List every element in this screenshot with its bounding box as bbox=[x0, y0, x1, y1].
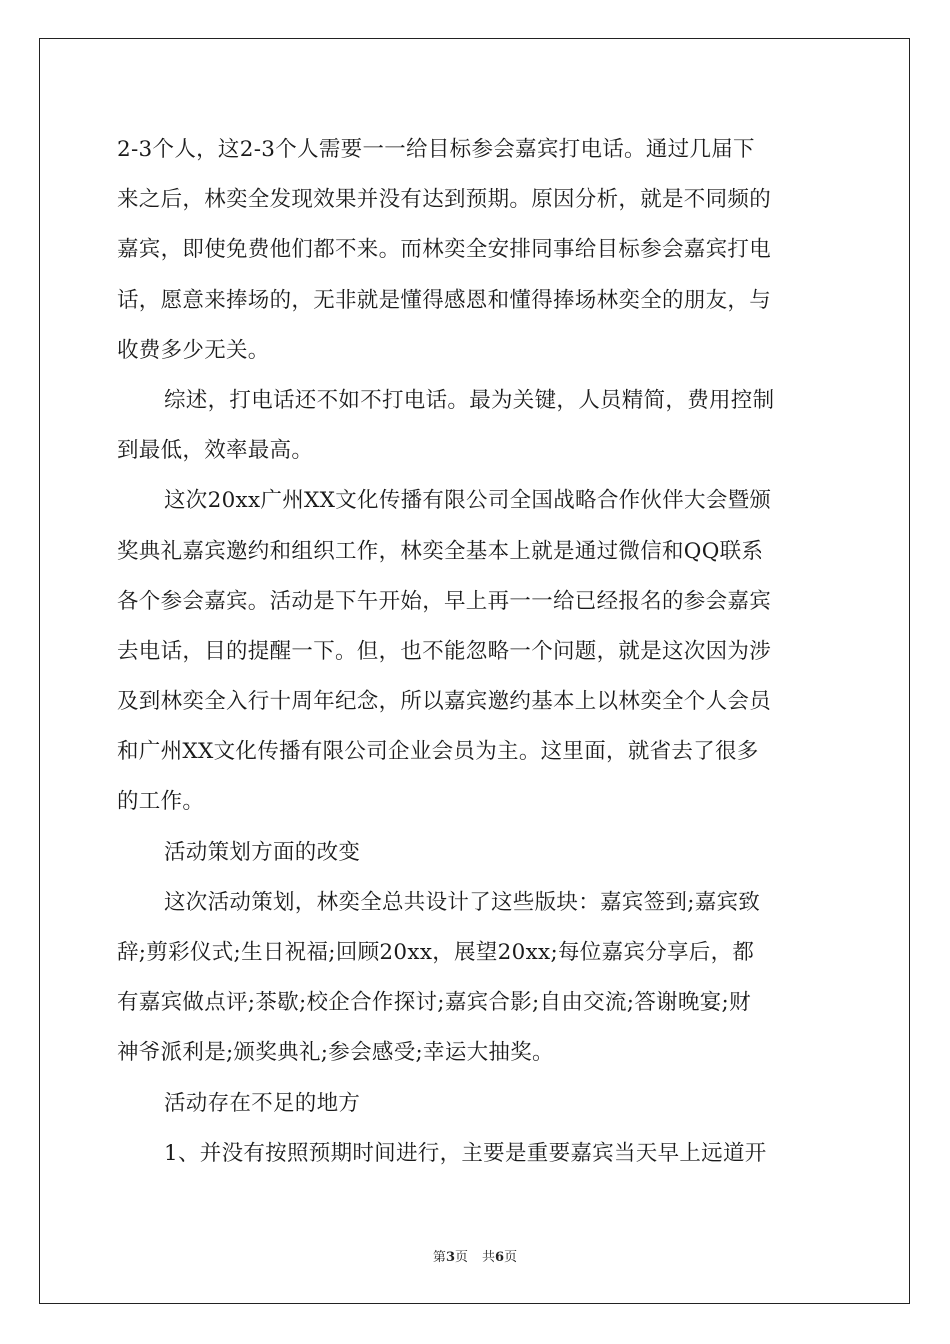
text-line: 奖典礼嘉宾邀约和组织工作，林奕全基本上就是通过微信和QQ联系 bbox=[117, 538, 764, 564]
paragraph-first-line: 综述，打电话还不如不打电话。最为关键，人员精简，费用控制 bbox=[164, 387, 775, 413]
text-line: 神爷派利是;颁奖典礼;参会感受;幸运大抽奖。 bbox=[117, 1040, 554, 1066]
text-line: 和广州XX文化传播有限公司企业会员为主。这里面，就省去了很多 bbox=[117, 739, 759, 765]
text-line: 嘉宾，即使免费他们都不来。而林奕全安排同事给目标参会嘉宾打电 bbox=[117, 237, 772, 263]
text-line: 辞;剪彩仪式;生日祝福;回顾20xx，展望20xx;每位嘉宾分享后，都 bbox=[117, 940, 755, 965]
paragraph-first-line: 1、并没有按照预期时间进行，主要是重要嘉宾当天早上远道开 bbox=[164, 1140, 767, 1166]
document-body bbox=[117, 125, 833, 1179]
text-line: 2-3个人，这2-3个人需要一一给目标参会嘉宾打电话。通过几届下 bbox=[117, 137, 755, 162]
footer-total-pages: 6 bbox=[495, 1250, 505, 1265]
footer-total-suffix: 页 bbox=[504, 1250, 518, 1265]
text-line: 话，愿意来捧场的，无非就是懂得感恩和懂得捧场林奕全的朋友，与 bbox=[117, 287, 772, 313]
text-line: 的工作。 bbox=[117, 789, 205, 815]
section-heading: 活动存在不足的地方 bbox=[164, 1090, 361, 1116]
page-footer bbox=[0, 1246, 950, 1265]
text-line: 去电话，目的提醒一下。但，也不能忽略一个问题，就是这次因为涉 bbox=[117, 638, 772, 664]
text-line: 收费多少无关。 bbox=[117, 337, 270, 363]
footer-page-number: 3 bbox=[445, 1250, 455, 1265]
footer-total-prefix: 共 bbox=[482, 1250, 496, 1265]
text-line: 到最低，效率最高。 bbox=[117, 438, 314, 464]
text-line: 来之后，林奕全发现效果并没有达到预期。原因分析，就是不同频的 bbox=[117, 187, 772, 213]
text-line: 各个参会嘉宾。活动是下午开始，早上再一一给已经报名的参会嘉宾 bbox=[117, 588, 772, 614]
text-line: 有嘉宾做点评;茶歇;校企合作探讨;嘉宾合影;自由交流;答谢晚宴;财 bbox=[117, 990, 751, 1016]
paragraph-first-line: 这次20xx广州XX文化传播有限公司全国战略合作伙伴大会暨颁 bbox=[164, 488, 772, 514]
text-line: 及到林奕全入行十周年纪念，所以嘉宾邀约基本上以林奕全个人会员 bbox=[117, 689, 772, 715]
footer-page-prefix: 第 bbox=[432, 1250, 446, 1265]
section-heading: 活动策划方面的改变 bbox=[164, 839, 361, 865]
footer-page-suffix: 页 bbox=[454, 1250, 468, 1265]
paragraph-first-line: 这次活动策划，林奕全总共设计了这些版块：嘉宾签到;嘉宾致 bbox=[164, 889, 761, 915]
